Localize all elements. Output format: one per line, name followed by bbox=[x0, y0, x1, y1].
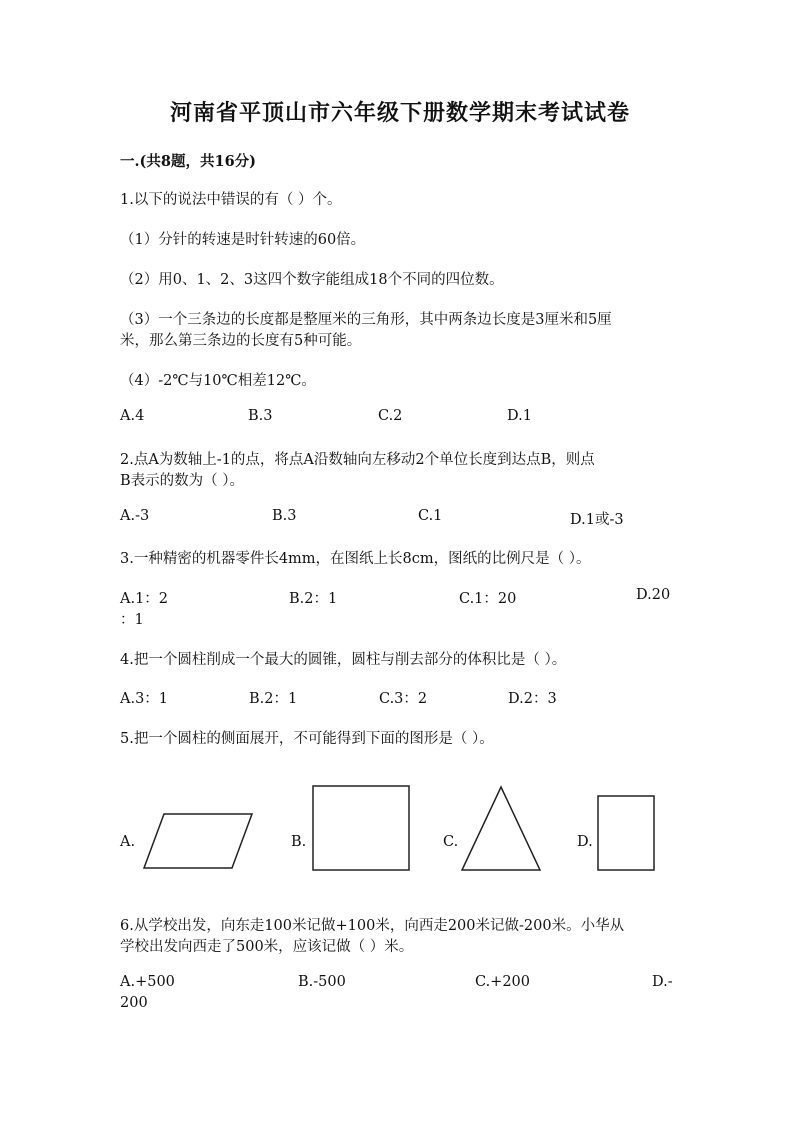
q6-stem-b: 学校出发向西走了500米，应该记做（ ）米。 bbox=[120, 939, 414, 955]
q6-option-d: D.- bbox=[652, 974, 673, 990]
q1-option-d: D.1 bbox=[507, 408, 532, 424]
q3-option-a: A.1：2 bbox=[120, 591, 169, 607]
section-heading: 一.(共8题，共16分) bbox=[120, 153, 257, 170]
q1-statement-2: （2）用0、1、2、3这四个数字能组成18个不同的四位数。 bbox=[120, 272, 504, 288]
q6-option-b: B.-500 bbox=[298, 974, 346, 990]
triangle-figure bbox=[459, 784, 543, 874]
q6-stem-a: 6.从学校出发，向东走100米记做+100米，向西走200米记做-200米。小华从 bbox=[120, 918, 625, 934]
q4-option-c: C.3：2 bbox=[379, 691, 428, 707]
q2-option-b: B.3 bbox=[272, 508, 297, 524]
q1-statement-4: （4）-2℃与10℃相差12℃。 bbox=[120, 373, 316, 389]
q4-option-d: D.2：3 bbox=[508, 691, 557, 707]
q1-statement-1: （1）分针的转速是时针转速的60倍。 bbox=[120, 232, 366, 248]
q6-option-d-continued: 200 bbox=[120, 995, 148, 1011]
q2-stem-b: B表示的数为（ ）。 bbox=[120, 473, 245, 489]
q2-stem-a: 2.点A为数轴上-1的点，将点A沿数轴向左移动2个单位长度到达点B，则点 bbox=[120, 452, 595, 468]
q1-option-b: B.3 bbox=[248, 408, 273, 424]
q3-option-d: D.20 bbox=[636, 587, 671, 603]
q5-figure-label-d: D. bbox=[577, 834, 593, 850]
page-title: 河南省平顶山市六年级下册数学期末考试试卷 bbox=[169, 100, 630, 126]
rectangle-figure bbox=[595, 793, 657, 873]
q5-figure-label-a: A. bbox=[120, 834, 136, 850]
q1-stem: 1.以下的说法中错误的有（ ）个。 bbox=[120, 192, 342, 208]
q5-figure-label-c: C. bbox=[443, 834, 459, 850]
q4-option-b: B.2：1 bbox=[249, 691, 298, 707]
q4-option-a: A.3：1 bbox=[120, 691, 169, 707]
q6-option-c: C.+200 bbox=[475, 974, 531, 990]
q1-option-a: A.4 bbox=[120, 408, 145, 424]
square-figure bbox=[310, 783, 412, 873]
q3-option-d-continued: ：1 bbox=[120, 612, 144, 628]
q3-stem: 3.一种精密的机器零件长4mm，在图纸上长8cm，图纸的比例尺是（ ）。 bbox=[120, 551, 591, 567]
q4-stem: 4.把一个圆柱削成一个最大的圆锥，圆柱与削去部分的体积比是（ ）。 bbox=[120, 652, 567, 668]
q1-statement-3b: 米，那么第三条边的长度有5种可能。 bbox=[120, 333, 362, 349]
q3-option-c: C.1：20 bbox=[459, 591, 517, 607]
q5-figure-label-b: B. bbox=[291, 834, 307, 850]
q2-option-a: A.-3 bbox=[120, 508, 150, 524]
q1-option-c: C.2 bbox=[378, 408, 403, 424]
q3-option-b: B.2：1 bbox=[289, 591, 338, 607]
q5-stem: 5.把一个圆柱的侧面展开，不可能得到下面的图形是（ ）。 bbox=[120, 731, 494, 747]
q6-option-a: A.+500 bbox=[120, 974, 175, 990]
q1-statement-3a: （3）一个三条边的长度都是整厘米的三角形，其中两条边长度是3厘米和5厘 bbox=[120, 312, 612, 328]
q2-option-c: C.1 bbox=[418, 508, 443, 524]
parallelogram-figure bbox=[140, 810, 256, 872]
q2-option-d: D.1或-3 bbox=[570, 512, 624, 528]
